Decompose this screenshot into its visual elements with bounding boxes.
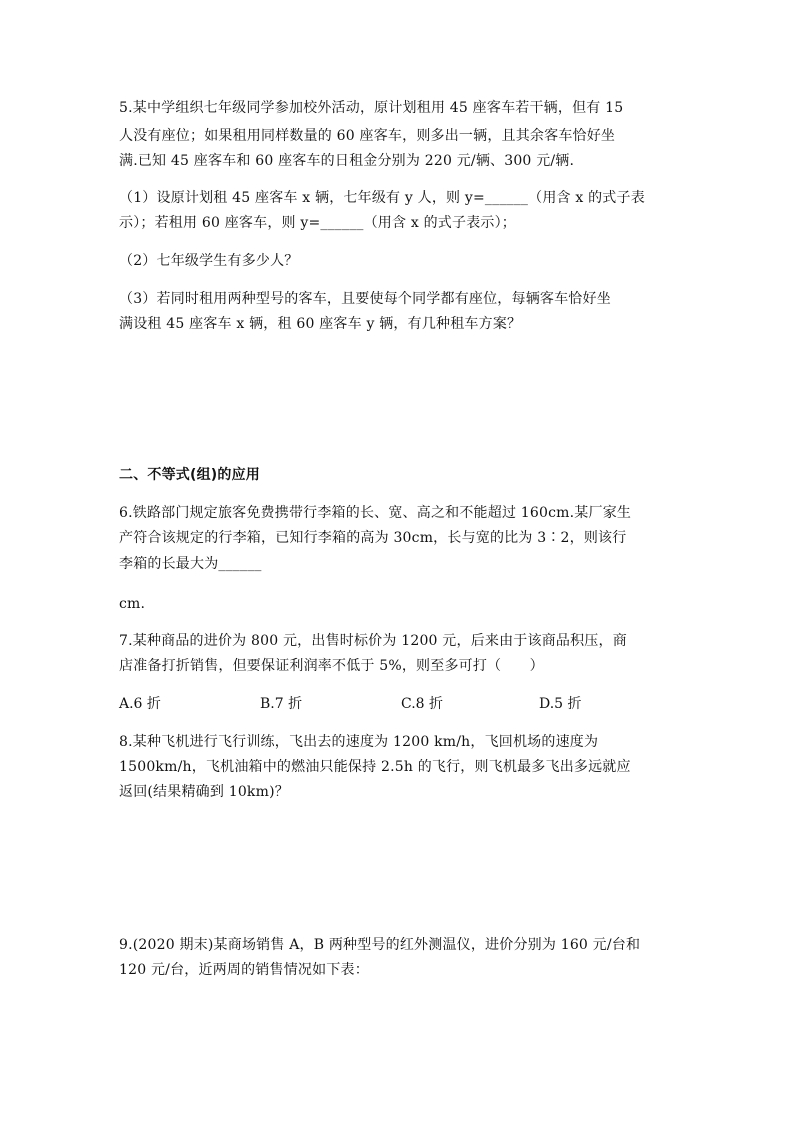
q8-line-2: 1500km/h，飞机油箱中的燃油只能保持 2.5h 的飞行，则飞机最多飞出多远就应: [119, 759, 631, 775]
q6-line-1: 6.铁路部门规定旅客免费携带行李箱的长、宽、高之和不能超过 160cm.某厂家生: [119, 505, 632, 521]
q5-line-3: 满.已知 45 座客车和 60 座客车的日租金分别为 220 元/辆、300 元/辆.: [119, 153, 575, 169]
q7-option-a: A.6 折: [119, 696, 161, 712]
q5-line-2: 人没有座位；如果租用同样数量的 60 座客车，则多出一辆，且其余客车恰好坐: [119, 128, 616, 144]
q7-option-d: D.5 折: [539, 696, 582, 712]
q5-part1-line-1: （1）设原计划租 45 座客车 x 辆，七年级有 y 人，则 y=______（用含 x 的式子表: [119, 190, 645, 206]
q7-option-b: B.7 折: [260, 696, 303, 712]
q5-part1-line-2: 示）；若租用 60 座客车，则 y=______（用含 x 的式子表示）；: [119, 215, 516, 231]
q7-option-c: C.8 折: [401, 696, 444, 712]
section-heading: 二、不等式(组)的应用: [119, 467, 260, 483]
q5-part3-line-2: 满设租 45 座客车 x 辆，租 60 座客车 y 辆，有几种租车方案？: [119, 316, 522, 332]
q9-line-2: 120 元/台，近两周的销售情况如下表：: [119, 962, 369, 978]
q6-line-4: cm.: [119, 596, 146, 612]
q5-line-1: 5.某中学组织七年级同学参加校外活动，原计划租用 45 座客车若干辆，但有 15: [119, 100, 624, 116]
q8-line-3: 返回(结果精确到 10km)？: [119, 784, 289, 800]
q5-part3-line-1: （3）若同时租用两种型号的客车，且要使每个同学都有座位，每辆客车恰好坐: [119, 291, 611, 307]
q6-line-2: 产符合该规定的行李箱，已知行李箱的高为 30cm，长与宽的比为 3∶2，则该行: [119, 530, 627, 546]
q5-part2: （2）七年级学生有多少人？: [119, 253, 299, 269]
q8-line-1: 8.某种飞机进行飞行训练，飞出去的速度为 1200 km/h，飞回机场的速度为: [119, 734, 599, 750]
q6-line-3: 李箱的长最大为______: [119, 556, 262, 572]
q7-line-1: 7.某种商品的进价为 800 元，出售时标价为 1200 元，后来由于该商品积压，商: [119, 633, 627, 649]
q7-line-2: 店准备打折销售，但要保证利润率不低于 5%，则至多可打（ ）: [119, 658, 544, 674]
q9-line-1: 9.(2020 期末)某商场销售 A，B 两种型号的红外测温仪，进价分别为 160 元/台和: [119, 937, 641, 953]
